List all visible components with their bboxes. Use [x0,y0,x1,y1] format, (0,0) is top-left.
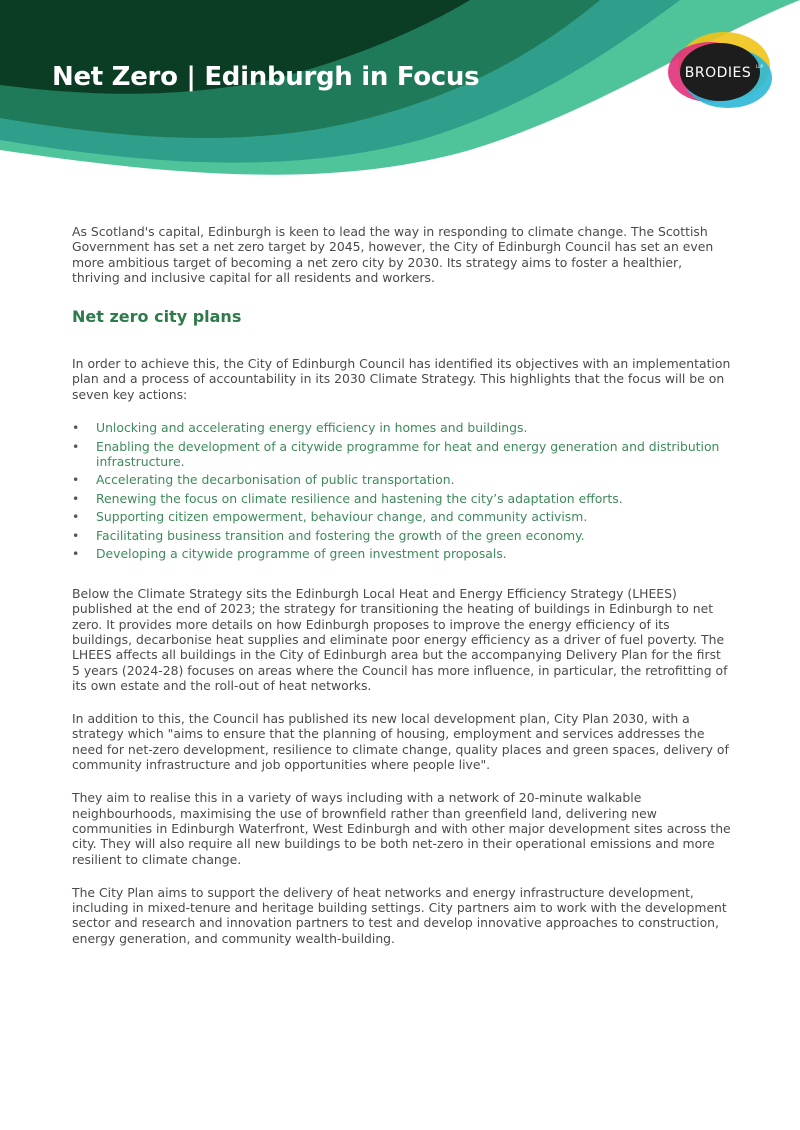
intro-paragraph: As Scotland's capital, Edinburgh is keen to lead the way in responding to climate change. The Scottish Government has set a net zero target by 2045, however, the City of Edinburgh Council has set an even more ambitious target of becoming a net zero city by 2030. Its strategy aims to foster a healthier, thriving and inclusive capital for all residents and workers. [72,224,714,285]
logo-superscript: LLP [756,64,763,69]
walkable-neighbourhoods-paragraph: They aim to realise this in a variety of ways including with a network of 20-minute walkable neighbourhoods, maximising the use of brownfield rather than greenfield land, delivering new communities in Edinburgh Waterfront, West Edinburgh and with other major development sites across the city. They will also require all new buildings to be both net-zero in their operational emissions and more resilient to climate change. [72,790,731,867]
list-item-text: Enabling the development of a citywide programme for heat and energy generation and distribution infrastructure. [96,438,720,469]
page-title: Net Zero | Edinburgh in Focus [52,62,480,92]
list-item-text: Renewing the focus on climate resilience and hastening the city’s adaptation efforts. [96,490,623,506]
key-actions-list [72,420,732,561]
lhees-paragraph: Below the Climate Strategy sits the Edinburgh Local Heat and Energy Efficiency Strategy (LHEES) published at the end of 2023; the strategy for transitioning the heating of buildings in Edinburgh to net zero. It provides more details on how Edinburgh proposes to improve the energy efficiency of its buildings, decarbonise heat supplies and eliminate poor energy efficiency as a driver of fuel poverty. The LHEES affects all buildings in the City of Edinburgh area but the accompanying Delivery Plan for the first 5 years (2024-28) focuses on areas where the Council has more influence, in particular, the retrofitting of its own estate and the roll-out of heat networks. [72,586,728,693]
bullet-icon: • [72,472,80,488]
list-item [72,528,732,543]
document-body [72,224,732,946]
list-item [72,420,732,435]
city-plan-paragraph: In addition to this, the Council has published its new local development plan, City Plan 2030, with a strategy which "aims to ensure that the planning of housing, employment and services addresses the need for net-zero development, resilience to climate change, quality places and green spaces, delivery of community infrastructure and job opportunities where people live". [72,711,729,773]
logo-text: BRODIES [684,65,752,81]
bullet-icon: • [72,420,80,436]
section-heading: Net zero city plans [72,307,242,327]
list-item [72,439,732,469]
bullet-icon: • [72,438,80,454]
list-item-text: Accelerating the decarbonisation of public transportation. [96,472,455,488]
list-item-text: Unlocking and accelerating energy efficiency in homes and buildings. [96,420,528,436]
bullet-icon: • [72,546,80,562]
list-item-text: Facilitating business transition and fostering the growth of the green economy. [96,527,585,543]
list-item [72,472,732,487]
list-item [72,546,732,561]
bullet-icon: • [72,527,80,543]
lead-paragraph: In order to achieve this, the City of Edinburgh Council has identified its objectives with an implementation plan and a process of accountability in its 2030 Climate Strategy. This highlights that the focus will be on seven key actions: [72,356,731,402]
heat-networks-paragraph: The City Plan aims to support the delivery of heat networks and energy infrastructure development, including in mixed-tenure and heritage building settings. City partners aim to work with the development sector and research and innovation partners to test and develop innovative approaches to construction, energy generation, and community wealth-building. [72,884,727,946]
bullet-icon: • [72,490,80,506]
list-item-text: Developing a citywide programme of green investment proposals. [96,546,507,562]
list-item [72,509,732,524]
list-item-text: Supporting citizen empowerment, behaviour change, and community activism. [96,509,588,525]
brodies-logo [666,28,776,112]
list-item [72,491,732,506]
bullet-icon: • [72,509,80,525]
